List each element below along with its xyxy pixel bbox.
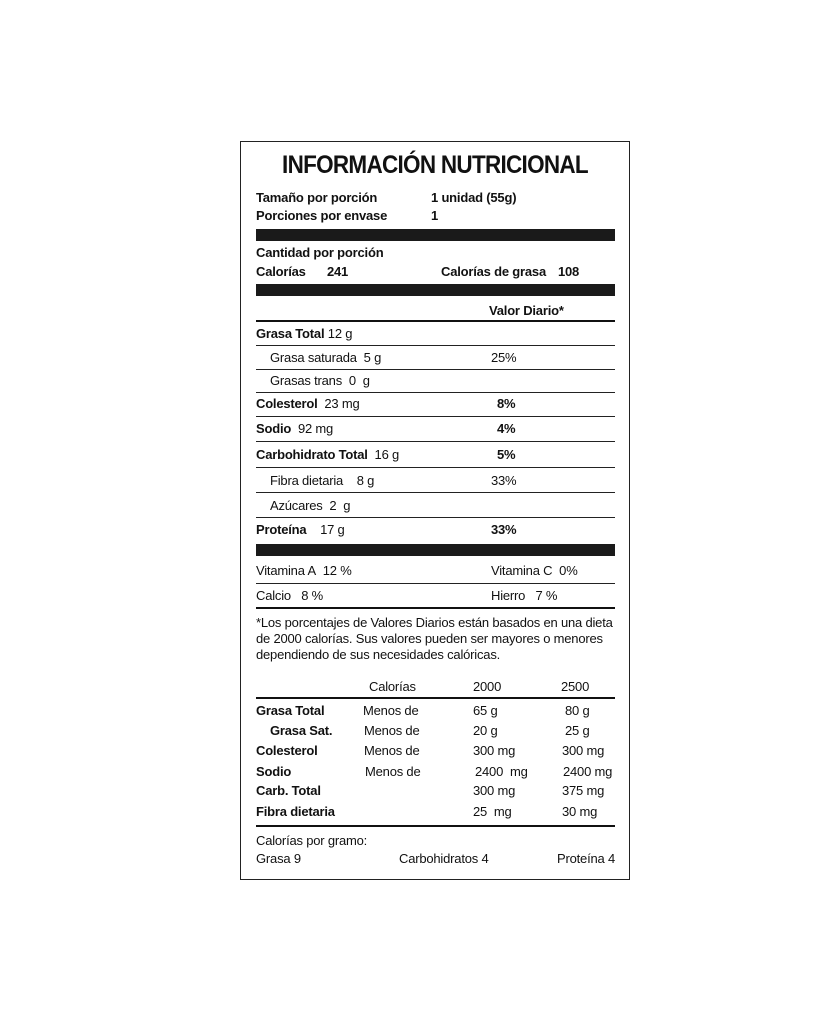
ref-name: Grasa Total	[256, 703, 325, 718]
divider	[256, 607, 615, 609]
nutrient-row: Grasa saturada 5 g	[270, 350, 382, 365]
divider	[256, 825, 615, 827]
divider	[256, 583, 615, 584]
ref-v2000: 25 mg	[473, 804, 512, 819]
per-gram-fat: Grasa 9	[256, 851, 301, 866]
ref-header-calories: Calorías	[369, 679, 416, 694]
divider-bar	[256, 284, 615, 296]
serving-size-value: 1 unidad (55g)	[431, 190, 517, 205]
serving-size-label: Tamaño por porción	[256, 190, 378, 205]
nutrient-row: Colesterol 23 mg	[256, 396, 360, 411]
label-title: INFORMACIÓN NUTRICIONAL	[282, 151, 588, 179]
amount-per-serving: Cantidad por porción	[256, 245, 384, 260]
footnote: *Los porcentajes de Valores Diarios están basados en una dieta de 2000 calorías. Sus valores pueden ser mayores o menores dependiendo de sus necesidades calóricas.	[256, 615, 613, 662]
ref-v2500: 2400 mg	[563, 764, 613, 779]
nutrient-dv: 25%	[491, 350, 517, 365]
ref-name: Grasa Sat.	[270, 723, 333, 738]
ref-name: Sodio	[256, 764, 292, 779]
ref-name: Colesterol	[256, 743, 318, 758]
nutrient-row: Grasas trans 0 g	[270, 373, 370, 388]
divider	[256, 441, 615, 442]
ref-v2500: 80 g	[565, 703, 590, 718]
divider	[256, 345, 615, 346]
ref-v2000: 300 mg	[473, 743, 516, 758]
vitamin-c: Vitamina C 0%	[491, 563, 578, 578]
ref-v2500: 30 mg	[562, 804, 598, 819]
divider	[256, 517, 615, 518]
nutrient-row: Carbohidrato Total 16 g	[256, 447, 400, 462]
nutrient-dv: 33%	[491, 473, 517, 488]
ref-qual: Menos de	[364, 723, 420, 738]
calories-label: Calorías	[256, 264, 306, 279]
servings-per-container-value: 1	[431, 208, 439, 223]
nutrient-dv: 5%	[497, 447, 516, 462]
nutrient-row: Grasa Total 12 g	[256, 326, 353, 341]
dv-header: Valor Diario*	[489, 303, 564, 318]
nutrient-dv: 8%	[497, 396, 516, 411]
ref-header-2000: 2000	[473, 679, 502, 694]
fat-calories-label: Calorías de grasa	[441, 264, 546, 279]
vitamin-a: Vitamina A 12 %	[256, 563, 352, 578]
nutrient-row: Proteína 17 g	[256, 522, 345, 537]
ref-name: Fibra dietaria	[256, 804, 335, 819]
per-gram-label: Calorías por gramo:	[256, 833, 368, 848]
ref-v2500: 300 mg	[562, 743, 605, 758]
fat-calories-value: 108	[558, 264, 580, 279]
servings-per-container-label: Porciones por envase	[256, 208, 388, 223]
iron: Hierro 7 %	[491, 588, 558, 603]
calories-value: 241	[327, 264, 349, 279]
nutrient-dv: 4%	[497, 421, 516, 436]
nutrition-label	[240, 141, 630, 880]
nutrient-row: Azúcares 2 g	[270, 498, 351, 513]
divider-bar	[256, 544, 615, 556]
ref-qual: Menos de	[363, 703, 419, 718]
ref-name: Carb. Total	[256, 783, 321, 798]
ref-v2500: 25 g	[565, 723, 590, 738]
divider	[256, 369, 615, 370]
divider	[256, 697, 615, 699]
nutrient-row: Fibra dietaria 8 g	[270, 473, 375, 488]
ref-v2000: 300 mg	[473, 783, 516, 798]
divider	[256, 392, 615, 393]
nutrient-dv: 33%	[491, 522, 517, 537]
ref-header-2500: 2500	[561, 679, 590, 694]
ref-v2000: 2400 mg	[475, 764, 528, 779]
ref-qual: Menos de	[365, 764, 421, 779]
divider	[256, 320, 615, 322]
ref-qual: Menos de	[364, 743, 420, 758]
calcium: Calcio 8 %	[256, 588, 323, 603]
ref-v2500: 375 mg	[562, 783, 605, 798]
divider	[256, 416, 615, 417]
divider-bar	[256, 229, 615, 241]
per-gram-carbs: Carbohidratos 4	[399, 851, 489, 866]
nutrient-row: Sodio 92 mg	[256, 421, 334, 436]
ref-v2000: 20 g	[473, 723, 498, 738]
divider	[256, 467, 615, 468]
ref-v2000: 65 g	[473, 703, 498, 718]
per-gram-protein: Proteína 4	[557, 851, 615, 866]
divider	[256, 492, 615, 493]
